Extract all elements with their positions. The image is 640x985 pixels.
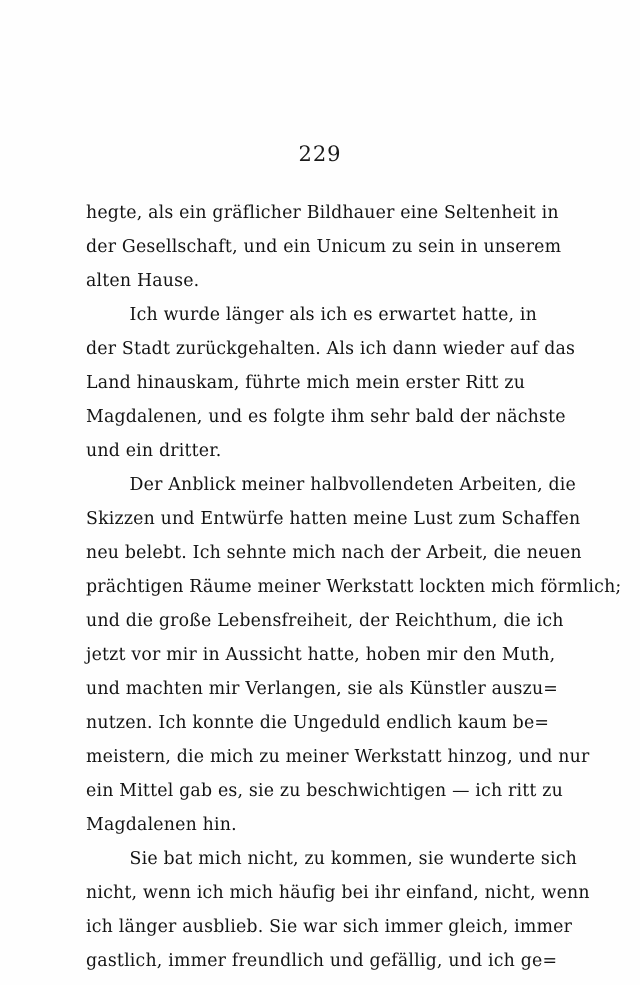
text-line: ein Mittel gab es, sie zu beschwichtigen — ich ritt zu [86,781,563,801]
text-line: hegte, als ein gräflicher Bildhauer eine Seltenheit in [86,203,559,223]
text-line: prächtigen Räume meiner Werkstatt lockten mich förmlich; [86,577,622,597]
text-line: nicht, wenn ich mich häufig bei ihr einfand, nicht, wenn [86,883,590,903]
paragraph [86,298,576,468]
paragraph [86,468,622,842]
text-line: jetzt vor mir in Aussicht hatte, hoben mir den Muth, [86,645,556,665]
text-line: Magdalenen hin. [86,815,237,835]
text-line: der Stadt zurückgehalten. Als ich dann wieder auf das [86,339,576,359]
text-line: Skizzen und Entwürfe hatten meine Lust zum Schaffen [86,509,581,529]
text-line: alten Hause. [86,271,200,291]
page-text-body [86,196,622,978]
text-line: und ein dritter. [86,441,222,461]
text-line: meistern, die mich zu meiner Werkstatt hinzog, und nur [86,747,590,767]
text-line: und machten mir Verlangen, sie als Künstler auszu= [86,679,559,699]
text-line: der Gesellschaft, und ein Unicum zu sein in unserem [86,237,562,257]
text-line: ich länger ausblieb. Sie war sich immer gleich, immer [86,917,573,937]
text-line: neu belebt. Ich sehnte mich nach der Arbeit, die neuen [86,543,582,563]
text-line: nutzen. Ich konnte die Ungeduld endlich kaum be= [86,713,550,733]
text-line: Ich wurde länger als ich es erwartet hatte, in [129,305,538,325]
page-number: 229 [298,142,342,166]
text-line: Magdalenen, und es folgte ihm sehr bald der nächste [86,407,566,427]
text-line: Der Anblick meiner halbvollendeten Arbeiten, die [129,475,576,495]
text-line: und die große Lebensfreiheit, der Reichthum, die ich [86,611,564,631]
text-line: gastlich, immer freundlich und gefällig, und ich ge= [86,951,558,971]
text-line: Land hinauskam, führte mich mein erster Ritt zu [86,373,526,393]
paragraph [86,842,590,978]
text-line: Sie bat mich nicht, zu kommen, sie wunderte sich [129,849,577,869]
paragraph [86,196,562,298]
